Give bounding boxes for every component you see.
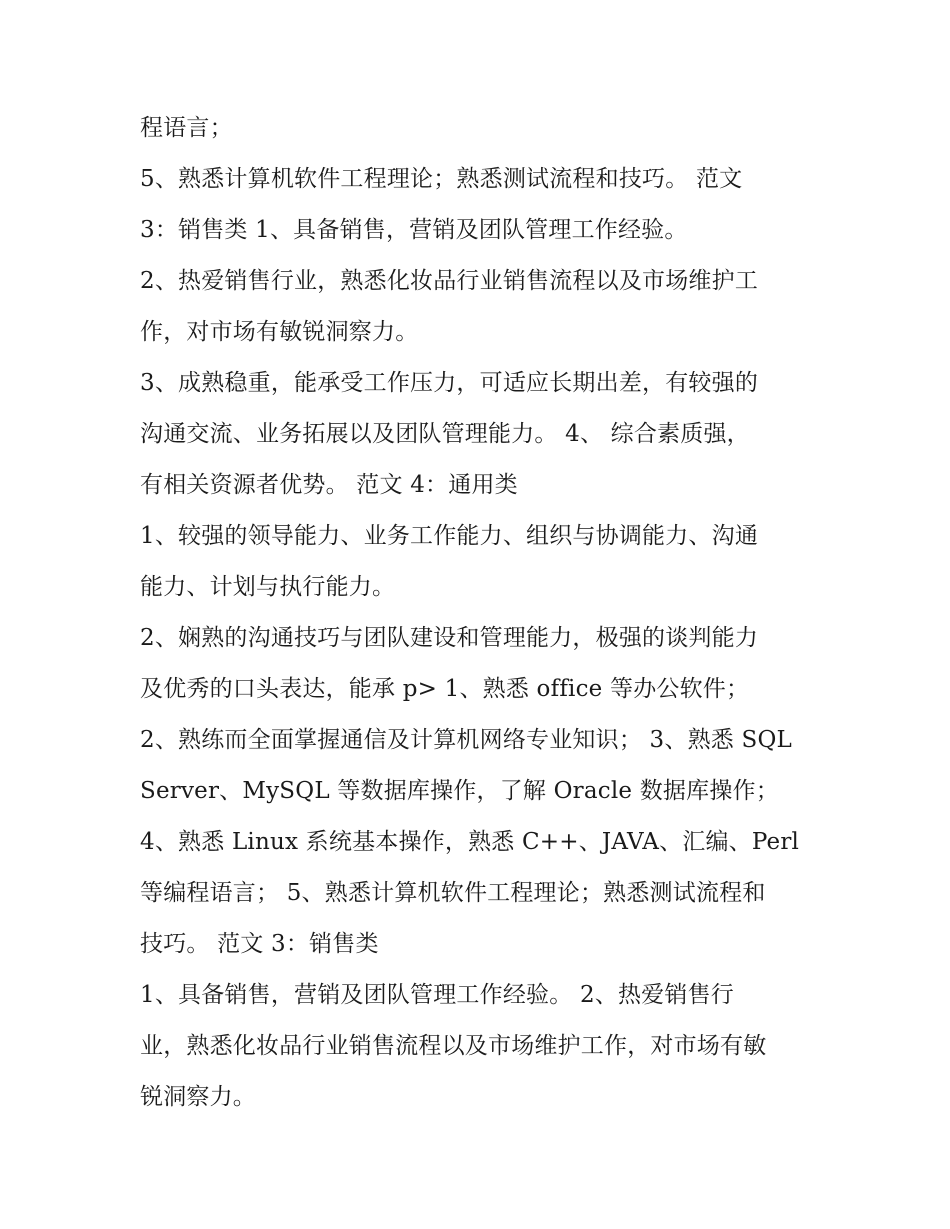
text-line: 能力、计划与执行能力。 (140, 574, 396, 600)
text-line: 3、成熟稳重，能承受工作压力，可适应长期出差，有较强的 (140, 370, 759, 396)
text-line: 等编程语言； 5、熟悉计算机软件工程理论；熟悉测试流程和 (140, 880, 766, 906)
text-line: 2、热爱销售行业，熟悉化妆品行业销售流程以及市场维护工 (140, 268, 759, 294)
text-line: 1、具备销售，营销及团队管理工作经验。 2、热爱销售行 (140, 982, 734, 1008)
text-line: 2、娴熟的沟通技巧与团队建设和管理能力，极强的谈判能力 (140, 625, 759, 651)
text-line: 程语言； (140, 115, 233, 141)
text-line: 沟通交流、业务拓展以及团队管理能力。 4、 综合素质强， (140, 421, 750, 447)
text-line: 4、熟悉 Linux 系统基本操作，熟悉 C++、JAVA、汇编、Perl (140, 829, 800, 855)
text-line: 3：销售类 1、具备销售，营销及团队管理工作经验。 (140, 217, 688, 243)
text-line: Server、MySQL 等数据库操作，了解 Oracle 数据库操作； (140, 778, 779, 804)
text-line: 锐洞察力。 (140, 1084, 256, 1110)
text-line: 技巧。 范文 3：销售类 (140, 931, 379, 957)
text-line: 1、较强的领导能力、业务工作能力、组织与协调能力、沟通 (140, 523, 759, 549)
text-line: 5、熟悉计算机软件工程理论；熟悉测试流程和技巧。 范文 (140, 166, 743, 192)
text-line: 业，熟悉化妆品行业销售流程以及市场维护工作，对市场有敏 (140, 1033, 767, 1059)
text-line: 2、熟练而全面掌握通信及计算机网络专业知识； 3、熟悉 SQL (140, 727, 792, 753)
text-line: 作，对市场有敏锐洞察力。 (140, 319, 419, 345)
text-line: 及优秀的口头表达，能承 p> 1、熟悉 office 等办公软件； (140, 676, 750, 702)
text-line: 有相关资源者优势。 范文 4：通用类 (140, 472, 518, 498)
